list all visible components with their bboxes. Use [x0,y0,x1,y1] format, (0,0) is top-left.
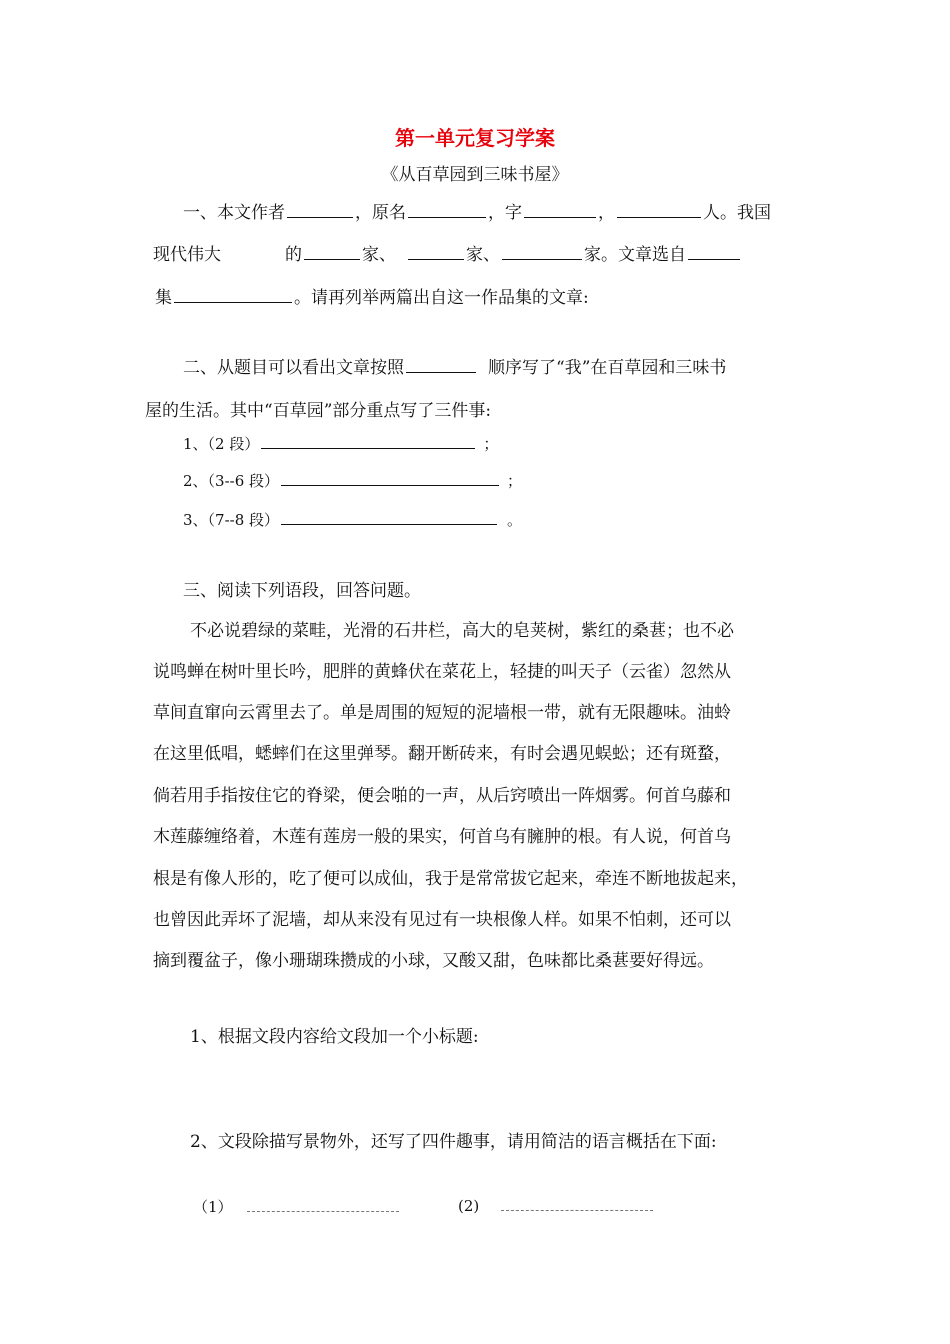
blank-source[interactable] [688,243,740,260]
s1-text-comma: ， [598,203,615,223]
section2-item-2 [183,469,522,491]
blank-hometown[interactable] [617,201,701,218]
s1-text-collection: 集 [155,288,172,308]
passage-line-4: 在这里低唱，蟋蟀们在这里弹琴。翻开断砖来，有时会遇见蜈蚣；还有斑蝥， [153,744,731,764]
s1-text-de: 的 [285,245,302,265]
blank-original-name[interactable] [408,201,486,218]
blank-collection[interactable] [174,286,292,303]
section1-line3 [155,283,589,308]
s2-text-order: 二、从题目可以看出文章按照 [183,358,404,378]
s1-text-list: 。请再列举两篇出自这一作品集的文章: [294,288,589,308]
s1-text-modern: 现代伟大 [153,245,221,265]
passage-line-3: 草间直窜向云霄里去了。单是周围的短短的泥墙根一带，就有无限趣味。油蛉 [153,703,731,723]
s1-text-author: 一、本文作者 [183,203,285,223]
blank-author[interactable] [287,201,353,218]
answer-2 [458,1196,653,1215]
s1-text-role1: 家、 [362,245,396,265]
page-title: 第一单元复习学案 [395,126,555,150]
blank-courtesy-name[interactable] [524,201,596,218]
section2-line1 [183,353,726,378]
s2-text-life: 顺序写了“我”在百草园和三味书 [488,358,727,378]
section2-item-1 [183,432,498,454]
section2-item-3 [183,508,522,530]
question-1: 1、根据文段内容给文段加一个小标题: [190,1027,479,1047]
item-end: 。 [507,511,523,529]
answer-1 [193,1196,399,1217]
answer-1-blank[interactable] [247,1197,399,1212]
s1-text-person: 人。我国 [703,203,771,223]
section3-heading: 三、阅读下列语段，回答问题。 [183,581,421,601]
passage-line-9: 摘到覆盆子，像小珊瑚珠攒成的小球，又酸又甜，色味都比桑葚要好得远。 [153,951,714,971]
item-end: ； [483,435,499,453]
item-label: 2、（3--6 段） [183,472,280,490]
blank-role3[interactable] [502,243,582,260]
s1-text-original-name: ，原名 [355,203,406,223]
section1-line1 [183,198,771,223]
passage-line-7: 根是有像人形的，吃了便可以成仙，我于是常常拔它起来，牵连不断地拔起来， [153,869,748,889]
answer-1-label: （1） [193,1198,233,1216]
section2-line2: 屋的生活。其中“百草园”部分重点写了三件事: [145,401,492,421]
passage-line-5: 倘若用手指按住它的脊梁，便会啪的一声，从后窍喷出一阵烟雾。何首乌藤和 [153,786,731,806]
page-subtitle: 《从百草园到三味书屋》 [381,165,569,185]
blank-order[interactable] [406,356,476,373]
blank-item-2[interactable] [281,469,499,486]
s1-text-role2: 家、 [466,245,500,265]
passage-line-1: 不必说碧绿的菜畦，光滑的石井栏，高大的皂荚树，紫红的桑葚；也不必 [190,621,734,641]
answer-2-label: (2) [458,1197,480,1215]
item-label: 3、（7--8 段） [183,511,280,529]
item-end: ； [507,472,523,490]
item-label: 1、（2 段） [183,435,260,453]
blank-item-1[interactable] [261,432,475,449]
s1-text-courtesy-name: ，字 [488,203,522,223]
blank-role2[interactable] [408,243,464,260]
s1-text-source: 家。文章选自 [584,245,686,265]
blank-item-3[interactable] [281,508,497,525]
passage-line-8: 也曾因此弄坏了泥墙，却从来没有见过有一块根像人样。如果不怕刺，还可以 [153,910,731,930]
passage-line-2: 说鸣蝉在树叶里长吟，肥胖的黄蜂伏在菜花上，轻捷的叫天子（云雀）忽然从 [153,662,731,682]
question-2: 2、文段除描写景物外，还写了四件趣事，请用简洁的语言概括在下面: [190,1132,717,1152]
blank-role1[interactable] [304,243,360,260]
answer-2-blank[interactable] [501,1196,653,1211]
section1-line2 [153,240,742,265]
passage-line-6: 木莲藤缠络着，木莲有莲房一般的果实，何首乌有臃肿的根。有人说，何首乌 [153,827,731,847]
